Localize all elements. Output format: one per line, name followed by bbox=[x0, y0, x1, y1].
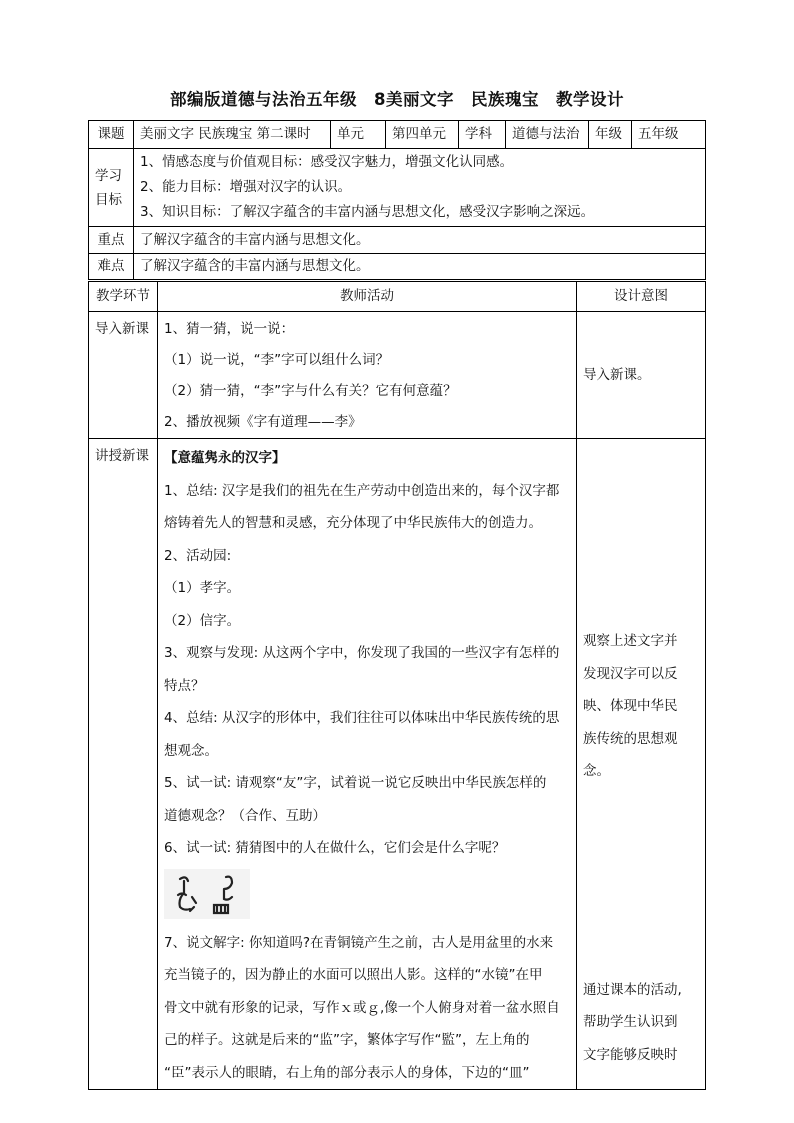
activity-line: 2、播放视频《字有道理——李》 bbox=[164, 414, 362, 431]
intent-line: 文字能够反映时 bbox=[583, 1046, 678, 1063]
info-row-difficulty bbox=[89, 254, 706, 280]
activity-line: 熔铸着先人的智慧和灵感，充分体现了中华民族伟大的创造力。 bbox=[164, 515, 542, 531]
intent-line: 族传统的思想观 bbox=[583, 730, 678, 747]
goals-cell bbox=[134, 149, 706, 227]
info-row-topic bbox=[89, 121, 706, 149]
process-table bbox=[88, 281, 706, 1090]
label-key: 重点 bbox=[89, 227, 134, 254]
header-activity: 教师活动 bbox=[158, 282, 577, 312]
activity-line: 己的样子。这就是后来的“监”字，繁体字写作“監”，左上角的 bbox=[164, 1032, 530, 1048]
label-topic: 课题 bbox=[89, 121, 134, 149]
intent-line: 映、体现中华民 bbox=[583, 698, 678, 714]
info-row-goals bbox=[89, 149, 706, 227]
value-unit: 第四单元 bbox=[386, 121, 459, 149]
header-intent: 设计意图 bbox=[577, 282, 706, 312]
stage-teach: 讲授新课 bbox=[89, 439, 158, 1090]
activity-line: 5、试一试: 请观察“友”字，试着说一说它反映出中华民族怎样的 bbox=[164, 775, 547, 791]
label-difficulty: 难点 bbox=[89, 254, 134, 280]
oracle-glyphs-icon bbox=[164, 869, 250, 919]
activity-line: 4、总结: 从汉字的形体中，我们往往可以体味出中华民族传统的思 bbox=[164, 710, 560, 726]
value-key: 了解汉字蕴含的丰富内涵与思想文化。 bbox=[134, 227, 706, 254]
label-goals: 学习目标 bbox=[89, 149, 134, 227]
process-row-teach bbox=[89, 439, 706, 1090]
process-header-row bbox=[89, 282, 706, 312]
activity-line: 特点？ bbox=[164, 677, 205, 694]
value-topic: 美丽文字 民族瑰宝 第二课时 bbox=[134, 121, 331, 149]
activity-line: 3、观察与发现: 从这两个字中，你发现了我国的一些汉字有怎样的 bbox=[164, 645, 560, 661]
activity-line: “臣”表示人的眼睛，右上角的部分表示人的身体，下边的“皿” bbox=[164, 1064, 530, 1081]
value-grade: 五年级 bbox=[632, 121, 706, 149]
activity-line: 骨文中就有形象的记录，写作ｘ或ｇ,像一个人俯身对着一盆水照自 bbox=[164, 999, 560, 1016]
intent-line: 观察上述文字并 bbox=[583, 633, 678, 649]
activity-teach bbox=[158, 439, 577, 1090]
intent-line: 发现汉字可以反 bbox=[583, 665, 678, 682]
label-unit: 单元 bbox=[331, 121, 386, 149]
goal-line: 3、知识目标：了解汉字蕴含的丰富内涵与思想文化，感受汉字影响之深远。 bbox=[140, 204, 595, 221]
activity-line: （1）说一说，“李”字可以组什么词？ bbox=[164, 352, 390, 369]
activity-line: （2）猜一猜，“李”字与什么有关？它有何意蕴？ bbox=[164, 383, 457, 400]
activity-line: 6、试一试: 猜猜图中的人在做什么，它们会是什么字呢？ bbox=[164, 840, 506, 856]
intent-intro: 导入新课。 bbox=[577, 312, 706, 439]
intent-line: 通过课本的活动, bbox=[583, 981, 682, 998]
info-row-key bbox=[89, 227, 706, 254]
activity-line: 1、猜一猜，说一说： bbox=[164, 321, 295, 338]
header-stage: 教学环节 bbox=[89, 282, 158, 312]
label-subject: 学科 bbox=[459, 121, 506, 149]
activity-intro bbox=[158, 312, 577, 439]
activity-line: 想观念。 bbox=[164, 742, 218, 759]
activity-line: 道德观念？（合作、互助） bbox=[164, 807, 326, 824]
activity-line: 2、活动园: bbox=[164, 547, 232, 564]
activity-line: （2）信字。 bbox=[164, 612, 241, 629]
process-row-intro bbox=[89, 312, 706, 439]
intent-teach bbox=[577, 439, 706, 1090]
goal-line: 1、情感态度与价值观目标：感受汉字魅力，增强文化认同感。 bbox=[140, 154, 514, 171]
activity-line: 7、说文解字: 你知道吗?在青铜镜产生之前，古人是用盆里的水来 bbox=[164, 934, 554, 951]
activity-line: （1）孝字。 bbox=[164, 580, 241, 596]
value-subject: 道德与法治 bbox=[506, 121, 589, 149]
goal-line: 2、能力目标：增强对汉字的认识。 bbox=[140, 179, 352, 196]
section-heading: 【意蕴隽永的汉字】 bbox=[164, 450, 286, 466]
intent-line: 念。 bbox=[583, 763, 610, 779]
stage-intro: 导入新课 bbox=[89, 312, 158, 439]
activity-line: 充当镜子的，因为静止的水面可以照出人影。这样的“水镜”在甲 bbox=[164, 967, 543, 983]
activity-line: 1、总结: 汉字是我们的祖先在生产劳动中创造出来的，每个汉字都 bbox=[164, 482, 560, 499]
oracle-glyph-image bbox=[164, 869, 250, 919]
label-grade: 年级 bbox=[589, 121, 632, 149]
value-difficulty: 了解汉字蕴含的丰富内涵与思想文化。 bbox=[134, 254, 706, 280]
info-table bbox=[88, 120, 706, 280]
document-title: 部编版道德与法治五年级 8美丽文字 民族瑰宝 教学设计 bbox=[170, 90, 624, 109]
intent-line: 帮助学生认识到 bbox=[583, 1014, 678, 1030]
